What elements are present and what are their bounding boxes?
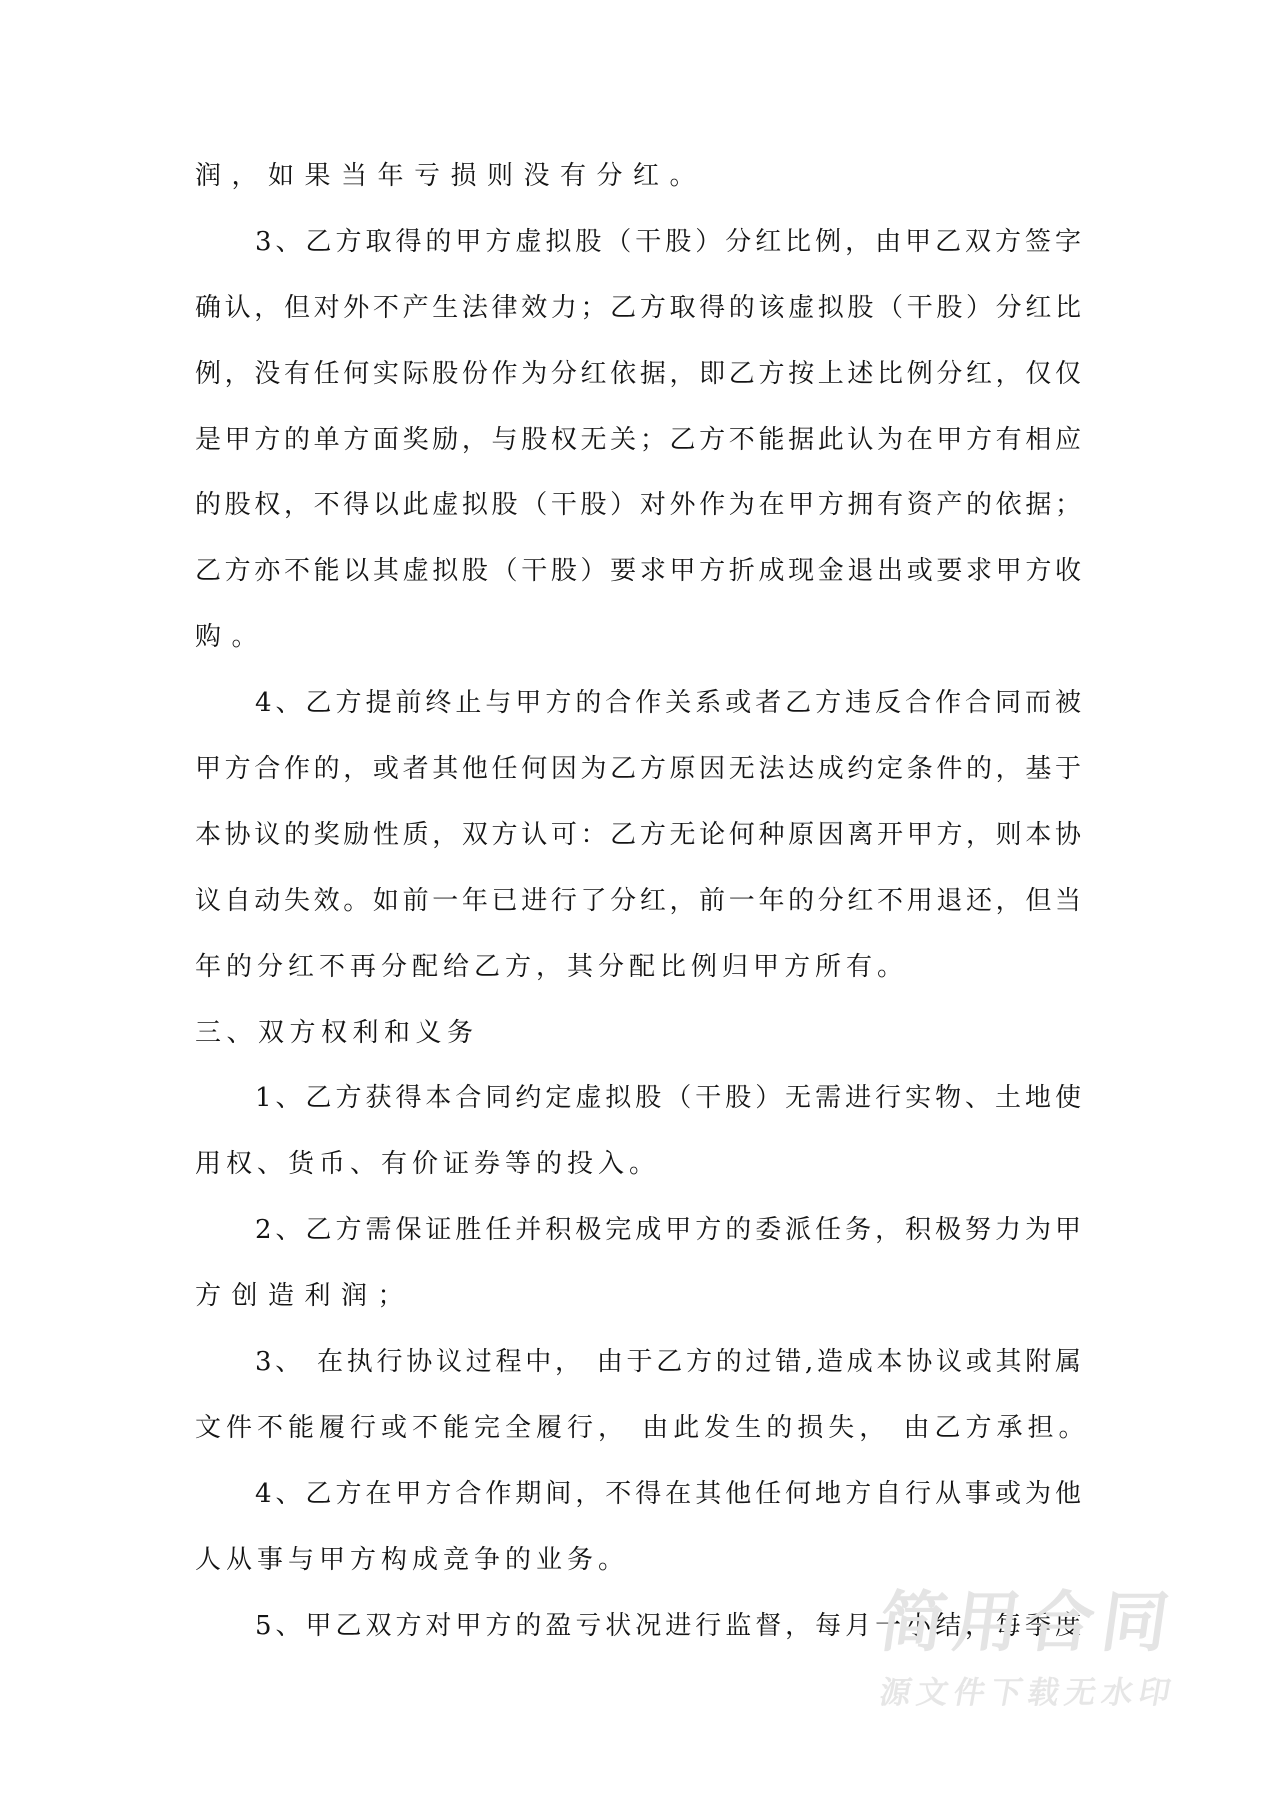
text-line: 4、乙方提前终止与甲方的合作关系或者乙方违反合作合同而被 (255, 688, 1081, 719)
text-line: 用权、货币、有价证券等的投入。 (195, 1149, 661, 1180)
text-line: 2、乙方需保证胜任并积极完成甲方的委派任务，积极努力为甲 (255, 1215, 1081, 1246)
text-line: 润，如果当年亏损则没有分红。 (195, 161, 707, 191)
text-line: 本协议的奖励性质，双方认可：乙方无论何种原因离开甲方，则本协 (195, 819, 1081, 850)
text-line: 购。 (195, 622, 269, 653)
text-line: 5、甲乙双方对甲方的盈亏状况进行监督，每月一小结，每季度 (255, 1610, 1081, 1641)
text-line: 年的分红不再分配给乙方，其分配比例归甲方所有。 (195, 951, 909, 982)
text-line: 人从事与甲方构成竞争的业务。 (195, 1544, 630, 1575)
document-body (195, 144, 1090, 1659)
text-line: 方创造利润； (195, 1281, 415, 1312)
text-line: 是甲方的单方面奖励，与股权无关；乙方不能据此认为在甲方有相应 (195, 424, 1081, 455)
text-line: 文件不能履行或不能完全履行， 由此发生的损失， 由乙方承担。 (195, 1412, 1090, 1443)
text-line: 1、乙方获得本合同约定虚拟股（干股）无需进行实物、土地使 (255, 1083, 1081, 1114)
watermark-title: 简用合同 (874, 1584, 1182, 1661)
text-line: 4、乙方在甲方合作期间，不得在其他任何地方自行从事或为他 (255, 1478, 1081, 1509)
watermark-subtitle: 源文件下载无水印 (876, 1675, 1180, 1711)
text-line: 3、乙方取得的甲方虚拟股（干股）分红比例，由甲乙双方签字 (255, 226, 1081, 257)
text-line: 议自动失效。如前一年已进行了分红，前一年的分红不用退还，但当 (195, 885, 1081, 916)
section-heading: 三、双方权利和义务 (195, 1017, 479, 1048)
text-line: 乙方亦不能以其虚拟股（干股）要求甲方折成现金退出或要求甲方收 (195, 556, 1081, 587)
text-line: 例，没有任何实际股份作为分红依据，即乙方按上述比例分红，仅仅 (195, 358, 1081, 389)
text-line: 确认，但对外不产生法律效力；乙方取得的该虚拟股（干股）分红比 (195, 292, 1081, 323)
text-line: 3、 在执行协议过程中， 由于乙方的过错,造成本协议或其附属 (255, 1347, 1081, 1378)
text-line: 的股权，不得以此虚拟股（干股）对外作为在甲方拥有资产的依据； (195, 490, 1081, 521)
text-line: 甲方合作的，或者其他任何因为乙方原因无法达成约定条件的，基于 (195, 754, 1081, 785)
